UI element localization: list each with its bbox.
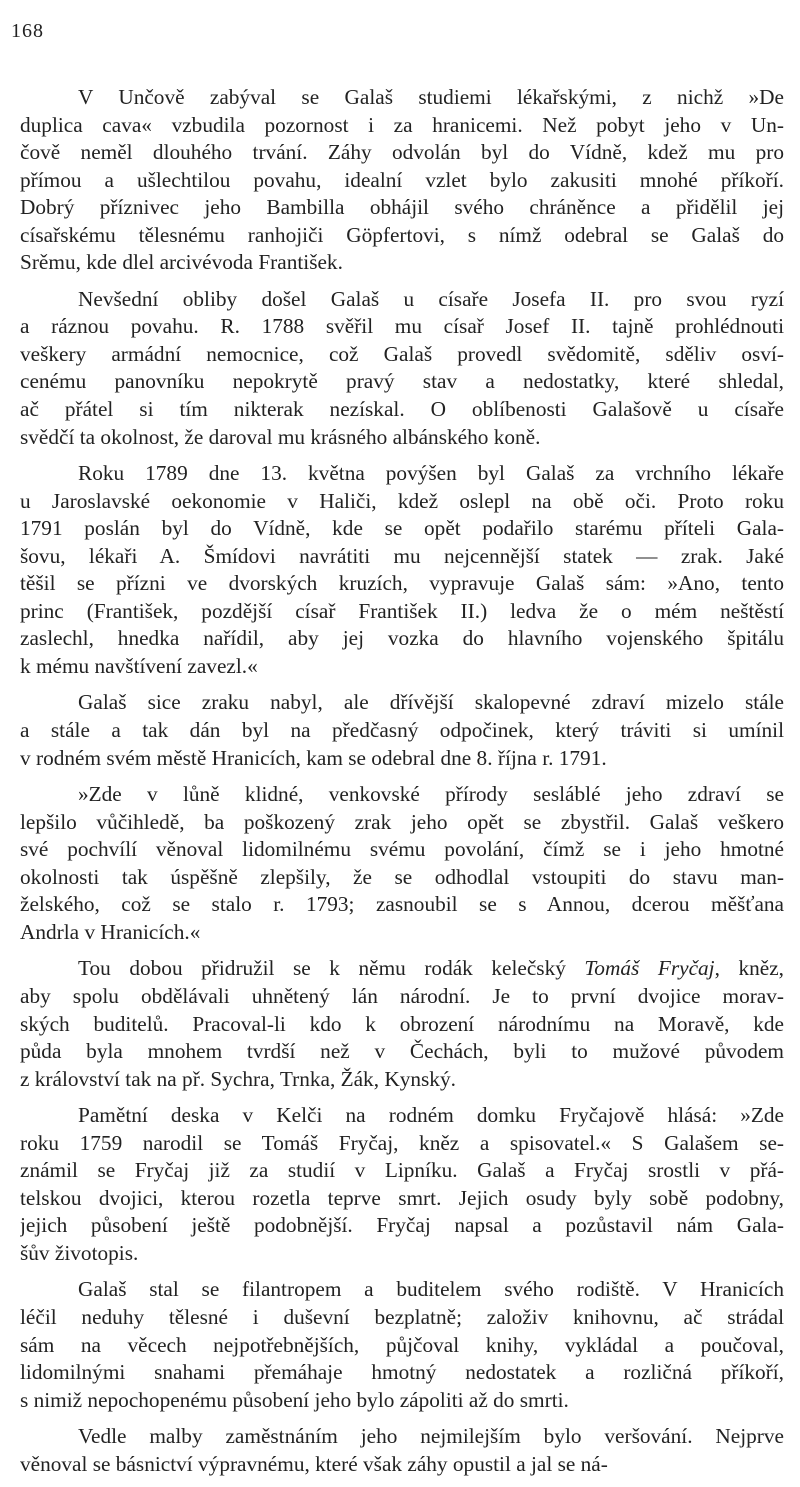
text-line: půda byla mnohem tvrdší než v Čechách, byli to mužové původem: [20, 1039, 784, 1064]
text-line: »Zde v lůně klidné, venkovské přírody sesláblé jeho zdraví se: [78, 782, 784, 807]
text-line: šův životopis.: [20, 1240, 139, 1265]
text-line: roku 1759 narodil se Tomáš Fryčaj, kněz a spisovatel.« S Galašem se-: [20, 1130, 784, 1155]
text-line: císařskému tělesnému ranhojiči Göpfertovi, s nímž odebral se Galaš do: [20, 222, 784, 247]
text-line: Andrla v Hranicích.«: [20, 919, 201, 944]
text-line: známil se Fryčaj již za studií v Lipníku. Galaš a Fryčaj srostli v přá-: [20, 1158, 784, 1183]
paragraph: [20, 781, 784, 946]
text-line: v rodném svém městě Hranicích, kam se odebral dne 8. října r. 1791.: [20, 745, 607, 770]
text-line: Dobrý příznivec jeho Bambilla obhájil svého chráněnce a přidělil jej: [20, 195, 784, 220]
body-text: [20, 84, 784, 1487]
text-line: ač přátel si tím nikterak nezískal. O oblíbenosti Galašově u císaře: [20, 397, 784, 422]
text-line: Nevšední obliby došel Galaš u císaře Josefa II. pro svou ryzí: [78, 286, 784, 311]
text-line: Vedle malby zaměstnáním jeho nejmilejším bylo veršování. Nejprve: [78, 1424, 784, 1449]
text-line: Galaš sice zraku nabyl, ale dřívější skalopevné zdraví mizelo stále: [78, 690, 784, 715]
text-line: čově neměl dlouhého trvání. Záhy odvolán byl do Vídně, kdež mu pro: [20, 140, 784, 165]
paragraph: [20, 286, 784, 451]
paragraph: [20, 1276, 784, 1414]
text-line: sám na věcech nejpotřebnějších, půjčoval knihy, vykládal a poučoval,: [20, 1332, 784, 1357]
text-line: s nimiž nepochopenému působení jeho bylo zápoliti až do smrti.: [20, 1387, 569, 1412]
text-line: k mému navštívení zavezl.«: [20, 653, 258, 678]
text-line: léčil neduhy tělesné i duševní bezplatně; založiv knihovnu, ač strádal: [20, 1304, 784, 1329]
text-line: Tou dobou přidružil se k němu rodák kelečský Tomáš Fryčaj, kněz,: [78, 956, 784, 981]
paragraph: [20, 955, 784, 1093]
paragraph: [20, 460, 784, 680]
text-line: přímou a ušlechtilou povahu, idealní vzlet bylo zakusiti mnohé příkoří.: [20, 167, 784, 192]
text-line: cenému panovníku nepokrytě pravý stav a nedostatky, které shledal,: [20, 369, 784, 394]
text-line: 1791 poslán byl do Vídně, kde se opět podařilo starému příteli Gala-: [20, 516, 784, 541]
text-line: lidomilnými snahami přemáhaje hmotný nedostatek a rozličná příkoří,: [20, 1360, 784, 1385]
text-line: aby spolu obdělávali uhnětený lán národní. Je to první dvojice morav-: [20, 983, 784, 1008]
paragraph: [20, 689, 784, 772]
text-line: Pamětní deska v Kelči na rodném domku Fryčajově hlásá: »Zde: [78, 1103, 784, 1128]
text-line: lepšilo vůčihledě, ba poškozený zrak jeho opět se zbystřil. Galaš veškero: [20, 809, 784, 834]
text-line: V Unčově zabýval se Galaš studiemi lékařskými, z nichž »De: [78, 85, 784, 109]
text-line: jejich působení ještě podobnější. Fryčaj napsal a pozůstavil nám Gala-: [20, 1213, 784, 1238]
text-line: šovu, lékaři A. Šmídovi navrátiti mu nejcennější statek — zrak. Jaké: [20, 543, 784, 568]
text-line: a ráznou povahu. R. 1788 svěřil mu císař Josef II. tajně prohlédnouti: [20, 314, 784, 339]
text-line: z království tak na př. Sychra, Trnka, Žák, Kynský.: [20, 1066, 456, 1091]
paragraph: [20, 1102, 784, 1267]
text-line: princ (František, pozdější císař František II.) ledva že o mém neštěstí: [20, 598, 784, 623]
text-line: a stále a tak dán byl na předčasný odpočinek, který tráviti si umínil: [20, 718, 784, 743]
text-line: telskou dvojici, kterou rozetla teprve smrt. Jejich osudy byly sobě podobny,: [20, 1185, 784, 1210]
text-line: ských buditelů. Pracoval-li kdo k obrození národnímu na Moravě, kde: [20, 1011, 784, 1036]
text-line: své pochvílí věnoval lidomilnému svému povolání, čímž se i jeho hmotné: [20, 837, 784, 862]
text-line: veškery armádní nemocnice, což Galaš provedl svědomitě, sděliv osví-: [20, 341, 784, 366]
emphasized-name: Tomáš Fryčaj: [584, 956, 715, 981]
text-line: věnoval se básnictví výpravnému, které však záhy opustil a jal se ná-: [20, 1451, 608, 1476]
paragraph: [20, 84, 784, 277]
text-line: svědčí ta okolnost, že daroval mu krásného albánského koně.: [20, 424, 541, 449]
text-line: Roku 1789 dne 13. května povýšen byl Galaš za vrchního lékaře: [78, 461, 784, 486]
text-line: zaslechl, hnedka nařídil, aby jej vozka do hlavního vojenského špitálu: [20, 626, 784, 651]
text-line: Srěmu, kde dlel arcivévoda František.: [20, 250, 343, 275]
text-line: želského, což se stalo r. 1793; zasnoubil se s Annou, dcerou měšťana: [20, 892, 784, 917]
text-line: Galaš stal se filantropem a buditelem svého rodiště. V Hranicích: [78, 1277, 784, 1302]
text-line: okolnosti tak úspěšně zlepšily, že se odhodlal vstoupiti do stavu man-: [20, 864, 784, 889]
text-line: u Jaroslavské oekonomie v Haliči, kdež oslepl na obě oči. Proto roku: [20, 488, 784, 513]
text-line: těšil se přízni ve dvorských kruzích, vypravuje Galaš sám: »Ano, tento: [20, 571, 784, 596]
text-line: duplica cava« vzbudila pozornost i za hranicemi. Než pobyt jeho v Un-: [20, 112, 784, 137]
paragraph: [20, 1423, 784, 1478]
page-number: 168: [11, 20, 44, 42]
